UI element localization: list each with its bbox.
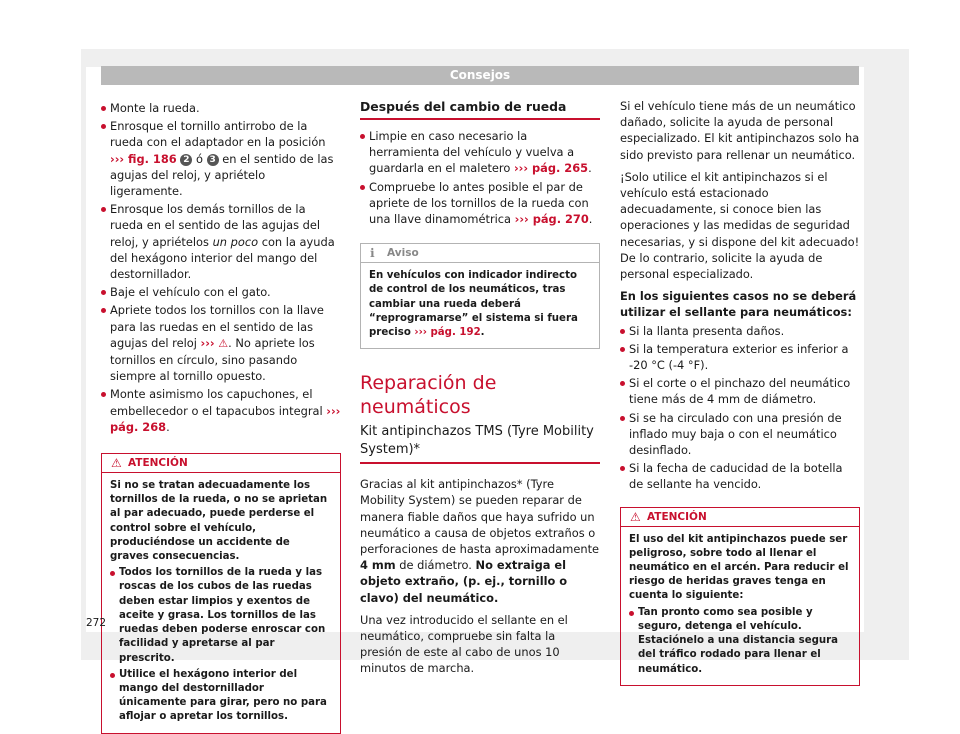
section-title: Reparación de neumáticos: [360, 372, 497, 419]
notice-box-body: En vehículos con indicador indirecto de control de los neumáticos, tras cambiar una rueda deberá “reprogramarse” el sistema si fuera preciso ››› pág. 192.: [369, 270, 578, 339]
page-link[interactable]: ››› pág. 270: [514, 212, 589, 227]
list-item: Monte la rueda.: [101, 100, 341, 116]
list-item: Todos los tornillos de la rueda y las roscas de los cubos de las ruedas deben estar limpios y exentos de aceite y grasa. Los tornillos de las ruedas deben poderse enroscar con facilidad y apretarse al par prescrito.: [110, 566, 332, 665]
subsection-title: Kit antipinchazos TMS (Tyre Mobility System)*: [360, 423, 600, 464]
warning-link[interactable]: ›››: [200, 335, 215, 350]
list-item: Si el corte o el pinchazo del neumático tiene más de 4 mm de diámetro.: [620, 375, 860, 407]
figure-link[interactable]: ››› fig. 186: [110, 151, 177, 166]
warning-box-body: El uso del kit antipinchazos puede ser peligroso, sobre todo al llenar el neumático en el arcén. Para reducir el riesgo de heridas graves tenga en cuenta lo siguiente: Tan pronto como sea posible y seguro, detenga el vehículo. Estaciónelo a una distancia segura del tráfico rodado para llenar el neumático.: [621, 527, 859, 685]
warning-box-header: ⚠ ATENCIÓN: [102, 454, 340, 473]
paragraph: Si el vehículo tiene más de un neumático dañado, solicite la ayuda de personal especializado. El kit antipinchazos solo ha sido previsto para rellenar un neumático.: [620, 99, 860, 162]
page-link[interactable]: ››› pág. 265: [513, 161, 589, 176]
notice-box: [360, 243, 600, 349]
list-item: Baje el vehículo con el gato.: [101, 284, 341, 300]
page-number: 272: [86, 617, 107, 629]
warning-box: [620, 507, 860, 686]
warning-triangle-icon: ⚠: [218, 336, 229, 350]
warning-triangle-icon: ⚠: [111, 456, 122, 471]
info-icon: ℹ: [370, 246, 375, 261]
list-item: Si se ha circulado con una presión de inflado muy baja o con el neumático desinflado.: [620, 410, 860, 459]
list-item: Enrosque los demás tornillos de la rueda en el sentido de las agujas del reloj, y apriételos un poco con la ayuda del hexágono interior del mango del destornillador.: [101, 201, 341, 282]
section-heading: Después del cambio de rueda: [360, 98, 600, 120]
list-item: Si la llanta presenta daños.: [620, 323, 860, 339]
warning-box-body: Si no se tratan adecuadamente los tornillos de la rueda, o no se aprietan al par adecuado, puede perderse el control sobre el vehículo, produciéndose un accidente de graves consecuencias. Todos los tornillos de la rueda y las roscas de los cubos de las ruedas deben estar limpios y exentos de aceite y grasa. Los tornillos de las ruedas deben poderse enroscar con facilidad y apretarse al par prescrito. Utilice el hexágono interior del mango del destornillador únicamente para girar, pero no para aflojar o apretar los tornillos.: [102, 473, 340, 732]
callout-3: 3: [207, 154, 219, 166]
list-item: Si la fecha de caducidad de la botella de sellante ha vencido.: [620, 460, 860, 492]
list-item: Apriete todos los tornillos con la llave para las ruedas en el sentido de las agujas del reloj ››› ⚠. No apriete los tornillos en círculo, sino pasando siempre al tornillo opuesto.: [101, 302, 341, 384]
notice-box-header: ℹ Aviso: [361, 244, 599, 263]
warning-triangle-icon: ⚠: [630, 509, 641, 524]
list-item: Utilice el hexágono interior del mango del destornillador únicamente para girar, pero no para aflojar o apretar los tornillos.: [110, 668, 332, 725]
list-item: Limpie en caso necesario la herramienta del vehículo y vuelva a guardarla en el maletero ››› pág. 265.: [360, 128, 600, 177]
paragraph: Una vez introducido el sellante en el neumático, compruebe sin falta la presión de este al cabo de unos 10 minutos de marcha.: [360, 612, 568, 676]
warning-box-header: ⚠ ATENCIÓN: [621, 508, 859, 527]
list-item: Si la temperatura exterior es inferior a -20 °C (-4 °F).: [620, 341, 860, 373]
callout-2: 2: [180, 154, 192, 166]
paragraph: En los siguientes casos no se deberá utilizar el sellante para neumáticos:: [620, 289, 857, 320]
list-item: Monte asimismo los capuchones, el embellecedor o el tapacubos integral ››› pág. 268.: [101, 386, 341, 435]
column-left: [101, 98, 341, 734]
list-item: Enrosque el tornillo antirrobo de la rueda con el adaptador en la posición ››› fig. 186 2 ó 3 en el sentido de las agujas del reloj, y apriételo ligeramente.: [101, 118, 341, 199]
page-link[interactable]: ››› pág. 268: [110, 403, 341, 434]
paragraph: Gracias al kit antipinchazos* (Tyre Mobility System) se pueden reparar de manera fiable daños que haya sufrido un neumático a causa de objetos extraños o perforaciones de hasta aproximadamente 4 mm de diámetro. No extraiga el objeto extraño, (p. ej., tornillo o clavo) del neumático.: [360, 477, 600, 605]
column-right: [620, 98, 860, 686]
list-item: Tan pronto como sea posible y seguro, detenga el vehículo. Estaciónelo a una distancia segura del tráfico rodado para llenar el neumático.: [629, 606, 851, 677]
list-item: Compruebe lo antes posible el par de apriete de los tornillos de la rueda con una llave dinamométrica ››› pág. 270.: [360, 179, 600, 228]
section-header: Consejos: [101, 66, 859, 85]
paragraph: ¡Solo utilice el kit antipinchazos si el vehículo está estacionado adecuadamente, si conoce bien las operaciones y las medidas de seguridad necesarias, y si dispone del kit adecuado! De lo contrario, solicite la ayuda de personal especializado.: [620, 169, 860, 282]
warning-box: [101, 453, 341, 733]
column-middle: [360, 98, 600, 677]
page-link[interactable]: ››› pág. 192: [414, 327, 481, 339]
